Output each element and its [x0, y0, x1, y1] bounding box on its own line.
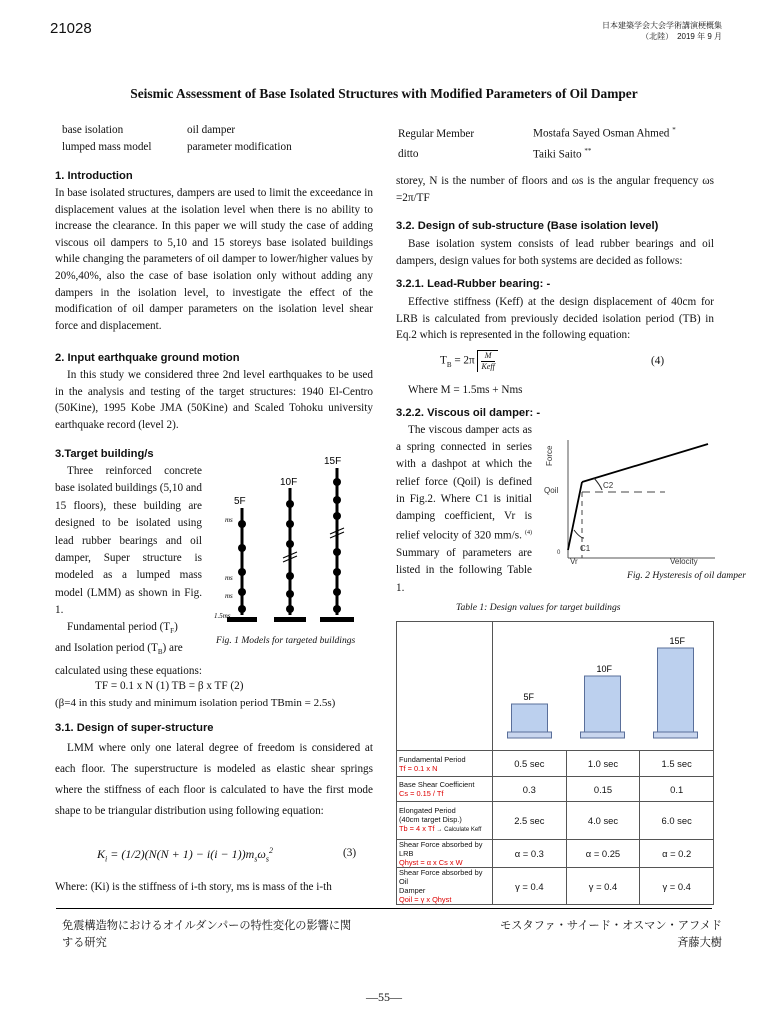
table-row: Fundamental Period Tf = 0.1 x N 0.5 sec 1.0 sec 1.5 sec [397, 751, 714, 777]
author-name: Mostafa Sayed Osman Ahmed [533, 127, 670, 140]
table-row: Shear Force absorbed by Oil Damper Qoil = γ x Qhyst γ = 0.4 γ = 0.4 γ = 0.4 [397, 868, 714, 905]
section-heading: 3.2. Design of sub-structure (Base isolation level) [396, 220, 659, 232]
storey-text: storey, N is the number of floors and ωs is the angular frequency ωs =2π/TF [396, 175, 714, 204]
footer-jp-title: 免震構造物におけるオイルダンパーの特性変化の影響に関 する研究 [62, 920, 352, 949]
section-heading: 2. Input earthquake ground motion [55, 352, 240, 364]
building-label: 5F [523, 692, 535, 702]
where-m: Where M = 1.5ms + Nms [408, 384, 523, 396]
table-cell: γ = 0.4 [566, 868, 640, 905]
paper-title: Seismic Assessment of Base Isolated Structures with Modified Parameters of Oil Damper [130, 86, 638, 101]
page-number: —55— [366, 990, 402, 1004]
table-row: Base Shear Coefficient Cs = 0.15 / Tf 0.3 0.15 0.1 [397, 777, 714, 802]
fig2-oil-damper-hysteresis [540, 430, 720, 570]
authors-block [398, 122, 676, 163]
building-illustrations [493, 622, 713, 748]
footer-rule [56, 908, 712, 909]
keyword: parameter modification [187, 141, 292, 153]
velocity-axis-label: Velocity [670, 557, 698, 566]
table-cell: 6.0 sec [640, 802, 714, 840]
equation-4-number: (4) [651, 355, 665, 367]
table-cell: 2.5 sec [493, 802, 567, 840]
table-row: Elongated Period (40cm target Disp.) Tb = 4 x Tf → Calculate Keff 2.5 sec 4.0 sec 6.0 sec [397, 802, 714, 840]
journal-info [602, 20, 722, 42]
building-label: 15F [669, 636, 686, 646]
fig1-label: 15F [324, 456, 342, 467]
section-heading: 1. Introduction [55, 170, 133, 182]
isolation-base [654, 732, 698, 738]
journal-line-1: 日本建築学会大会学術講演梗概集 [602, 21, 722, 30]
keyword: base isolation [62, 124, 124, 136]
equation-1-2: TF = 0.1 x N (1) TB = β x TF (2) [95, 680, 244, 692]
member-type: Regular Member [398, 127, 475, 140]
table-cell: α = 0.25 [566, 840, 640, 868]
table-cell: γ = 0.4 [640, 868, 714, 905]
table-cell: 1.5 sec [640, 751, 714, 777]
table-cell: γ = 0.4 [493, 868, 567, 905]
fig2-caption: Fig. 2 Hysteresis of oil damper [627, 570, 747, 581]
fig1-caption: Fig. 1 Models for targeted buildings [216, 635, 356, 646]
table-cell: 0.1 [640, 777, 714, 802]
section-heading: 3.Target building/s [55, 448, 154, 460]
paper-number: 21028 [50, 20, 92, 37]
section-text: The viscous damper acts as a spring connected in series with a dashpot at which the relief force (Qoil) is defined in Fig.2. Where C1 is initial damping coefficient, Vr is relief velocity of 320 mm/s. $^{(4)}$ Summary of parameters are listed in the following Table 1. [396, 424, 532, 594]
fig1-label: 10F [280, 477, 298, 488]
where-text: Where: (Ki) is the stiffness of i-th story, ms is mass of the i-th [55, 881, 332, 893]
building-block [585, 676, 621, 732]
qoil-label: Qoil [544, 486, 559, 495]
table-cell: 0.3 [493, 777, 567, 802]
author-mark: * [672, 126, 676, 134]
mass-label: ms [225, 574, 233, 582]
building-block [658, 648, 694, 732]
table-cell: α = 0.3 [493, 840, 567, 868]
c2-label: C2 [603, 481, 614, 490]
keyword: lumped mass model [62, 141, 152, 153]
keyword: oil damper [187, 124, 236, 136]
fig1-label: 5F [234, 496, 246, 507]
table-cell: 0.15 [566, 777, 640, 802]
section-text: In this study we considered three 2nd level earthquakes to be used in the analysis and testing of the target structures: 1940 El-Centro (50Kine), 1995 Kobe JMA (50Kine) and Scaled Tohoku university earthquake record (level 2). [55, 369, 373, 431]
c1-label: C1 [580, 544, 591, 553]
section-heading: 3.1. Design of super-structure [55, 722, 214, 734]
keywords-block [62, 122, 292, 156]
table-cell: α = 0.2 [640, 840, 714, 868]
origin-label: 0 [557, 550, 561, 556]
section-text: Base isolation system consists of lead rubber bearings and oil dampers, design values for both systems are decided as follows: [396, 238, 714, 267]
footer-jp-authors: モスタファ・サイード・オスマン・アフメド 斉藤大樹 [500, 920, 722, 949]
mass-label: ms [225, 516, 233, 524]
force-axis-label: Force [545, 445, 554, 466]
beta-note: (β=4 in this study and minimum isolation period TBmin = 2.5s) [55, 697, 336, 709]
section-text: Three reinforced concrete base isolated buildings (5,10 and 15 floors), these building are designed to be isolated using lead rubber bearings and oil damper, Super structure is modeled as a lumped mass model (LMM) as shown in Fig. 1. [55, 465, 202, 617]
mass-label: ms [225, 592, 233, 600]
building-label: 10F [596, 664, 613, 674]
mass-label: 1.5ms [214, 612, 231, 620]
equation-3: $K_i = (1/2)(N(N + 1) - i(i - 1))m_s\omega_s^2$ [97, 846, 274, 864]
section-heading: 3.2.2. Viscous oil damper: - [396, 407, 541, 419]
table-cell: 0.5 sec [493, 751, 567, 777]
member-type: ditto [398, 148, 419, 161]
design-values-table [396, 621, 714, 905]
tf-line: Fundamental period $(T_F)$ [67, 621, 178, 636]
journal-line-2: （北陸） 2019 年 9 月 [641, 32, 722, 41]
calc-line: calculated using these equations: [55, 665, 202, 677]
section-text: In base isolated structures, dampers are used to limit the exceedance in displacement values at the isolation level when there is no ability to increase the clearance. In this paper we will study the case of adding viscous oil dampers to 5,10 and 15 storeys base isolated buildings while changing the parameters of oil damper to lower/higher values by 20%,40%, also the case of base isolation only without adding any dampers in the isolation level, to investigate the effect of the modification of oil damper parameters on the isolation level shear force and displacement. [55, 187, 373, 332]
author-mark: ** [584, 146, 592, 155]
section-heading: 3.2.1. Lead-Rubber bearing: - [396, 278, 551, 290]
author-name: Taiki Saito [533, 148, 582, 161]
isolation-base [508, 732, 552, 738]
vr-label: Vr [570, 557, 578, 566]
tb-line: and Isolation period $(T_B)$ are [55, 642, 183, 657]
building-block [512, 704, 548, 732]
table-cell: 4.0 sec [566, 802, 640, 840]
isolation-base [581, 732, 625, 738]
equation-4: $T_B = 2\pi$ M Keff [440, 350, 498, 372]
table-cell: 1.0 sec [566, 751, 640, 777]
fig1-lumped-mass-models [212, 452, 372, 630]
section-text: LMM where only one lateral degree of freedom is considered at each floor. The superstructure is modeled as elastic shear springs where the stiffness of each floor is calculated to have the first mode shape to be triangular distribution using following equation: [55, 742, 373, 817]
table1-caption: Table 1: Design values for target buildings [456, 602, 621, 613]
equation-3-number: (3) [343, 847, 357, 859]
section-text: Effective stiffness (Keff) at the design displacement of 40cm for LRB is calculated from previously decided isolation period (TB) in Eq.2 which is represented in the following equation: [396, 296, 714, 342]
table-row: Shear Force absorbed by LRB Qhyst = α x Cs x W α = 0.3 α = 0.25 α = 0.2 [397, 840, 714, 868]
